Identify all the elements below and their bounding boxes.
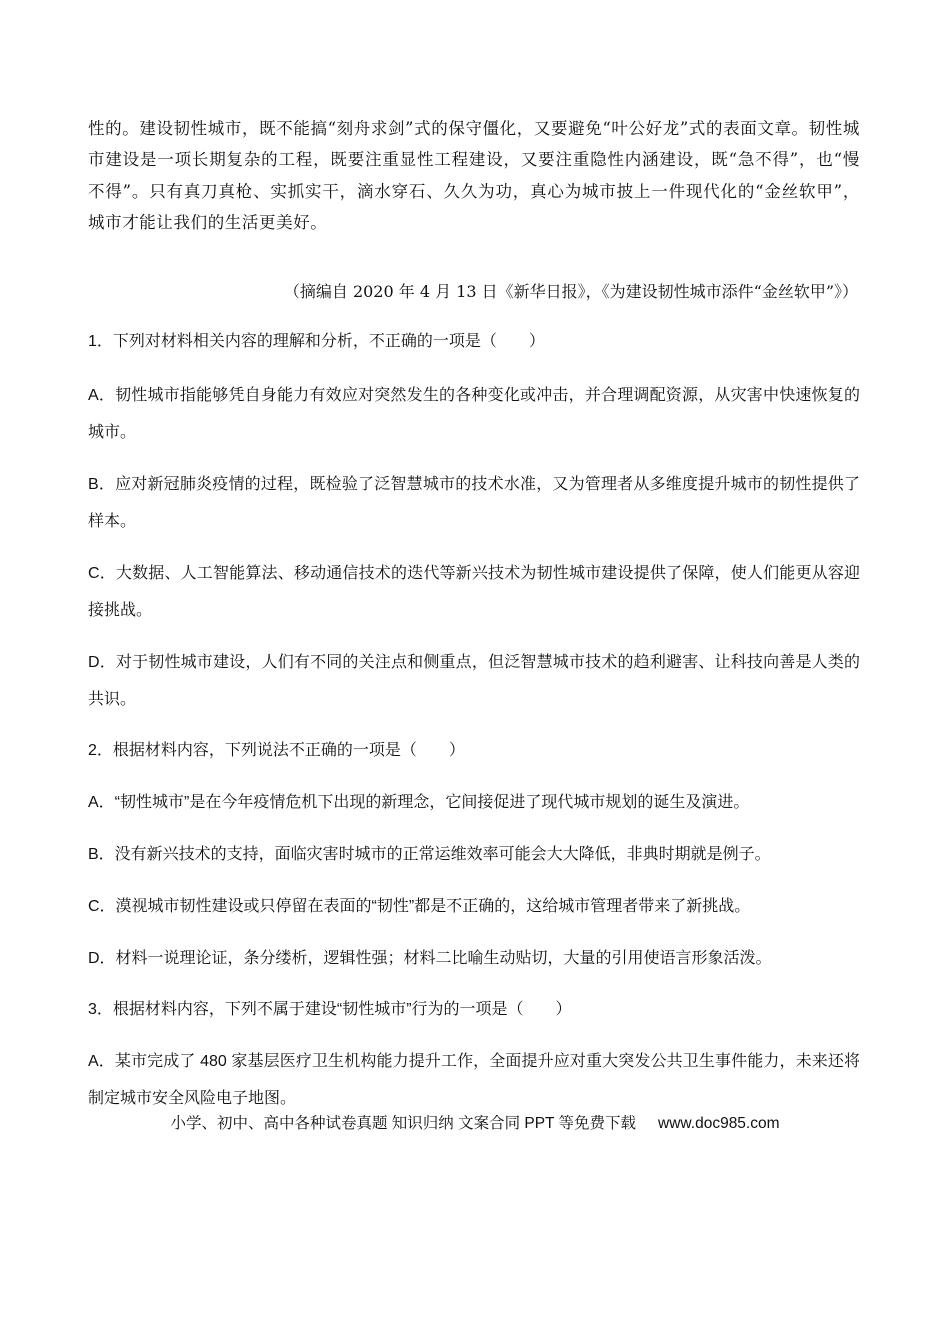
question-1-stem: 1．下列对材料相关内容的理解和分析，不正确的一项是（ ）: [88, 333, 545, 350]
question-2-stem: 2．根据材料内容，下列说法不正确的一项是（ ）: [88, 742, 465, 759]
question-2-option-c: C．漠视城市韧性建设或只停留在表面的“韧性”都是不正确的，这给城市管理者带来了新挑战。: [88, 898, 751, 915]
passage-paragraph: 性的。建设韧性城市，既不能搞“刻舟求剑”式的保守僵化，又要避免“叶公好龙”式的表面文章。韧性城市建设是一项长期复杂的工程，既要注重显性工程建设，又要注重隐性内涵建设，既“急不得”，也“慢不得”。只有真刀真枪、实抓实干，滴水穿石、久久为功，真心为城市披上一件现代化的“金丝软甲”，城市才能让我们的生活更美好。: [88, 119, 860, 232]
question-1-option-d: D．对于韧性城市建设，人们有不同的关注点和侧重点，但泛智慧城市技术的趋利避害、让科技向善是人类的共识。: [88, 654, 860, 708]
question-1-option-b: B．应对新冠肺炎疫情的过程，既检验了泛智慧城市的技术水准，又为管理者从多维度提升城市的韧性提供了样本。: [88, 476, 860, 530]
page-footer: [0, 1112, 950, 1136]
footer-text: 小学、初中、高中各种试卷真题 知识归纳 文案合同 PPT 等免费下载: [170, 1115, 637, 1132]
question-2-option-a: A．“韧性城市”是在今年疫情危机下出现的新理念，它间接促进了现代城市规划的诞生及演进。: [88, 794, 750, 811]
question-3-stem: 3．根据材料内容，下列不属于建设“韧性城市”行为的一项是（ ）: [88, 1001, 572, 1018]
passage-source: （摘编自 2020 年 4 月 13 日《新华日报》，《为建设韧性城市添件“金丝软甲”》）: [283, 282, 858, 301]
question-2-option-b: B．没有新兴技术的支持，面临灾害时城市的正常运维效率可能会大大降低，非典时期就是例子。: [88, 846, 771, 863]
question-2-option-d: D．材料一说理论证，条分缕析，逻辑性强；材料二比喻生动贴切，大量的引用使语言形象活泼。: [88, 950, 772, 967]
question-3-option-a: A．某市完成了 480 家基层医疗卫生机构能力提升工作，全面提升应对重大突发公共卫生事件能力，未来还将制定城市安全风险电子地图。: [88, 1053, 860, 1107]
question-1-option-a: A．韧性城市指能够凭自身能力有效应对突然发生的各种变化或冲击，并合理调配资源，从灾害中快速恢复的城市。: [88, 387, 860, 441]
question-1-option-c: C．大数据、人工智能算法、移动通信技术的迭代等新兴技术为韧性城市建设提供了保障，使人们能更从容迎接挑战。: [88, 565, 860, 619]
footer-site-link[interactable]: www.doc985.com: [658, 1115, 780, 1132]
